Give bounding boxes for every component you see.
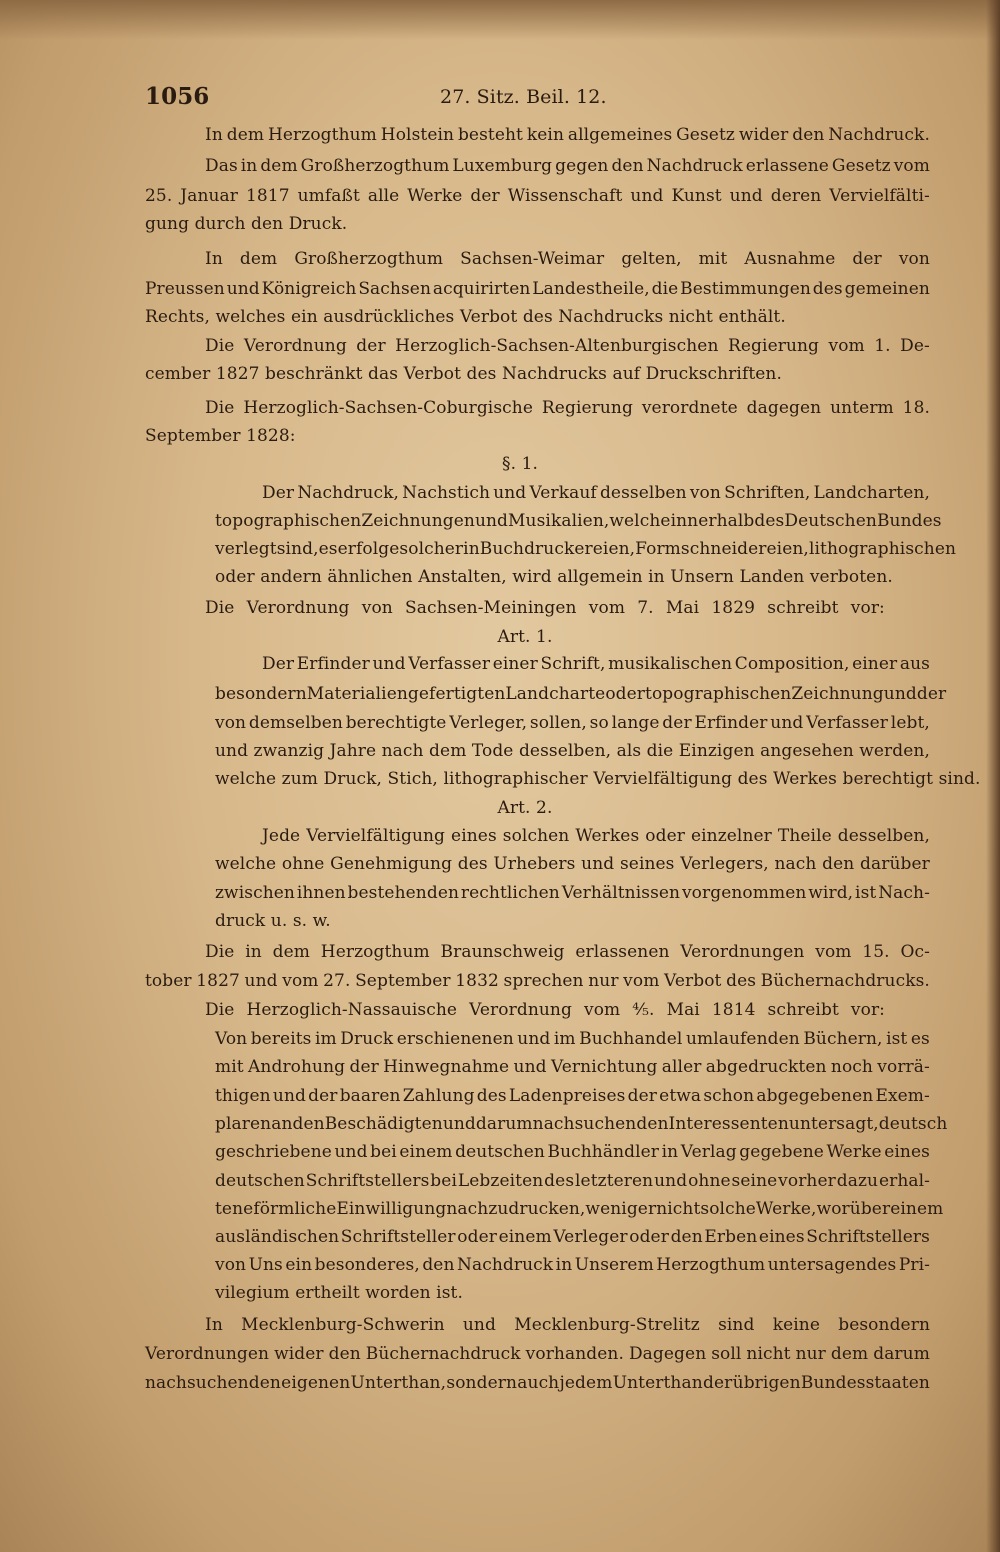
paragraph-line: oder andern ähnlichen Anstalten, wird allgemein in Unsern Landen verboten. (215, 567, 893, 587)
paragraph-line: druck u. s. w. (215, 911, 331, 931)
paragraph-line: von demselben berechtigte Verleger, sollen, so lange der Erfinder und Verfasser lebt, (215, 713, 930, 733)
paragraph-line: Rechts, welches ein ausdrückliches Verbot des Nachdrucks nicht enthält. (145, 307, 786, 327)
paragraph-line: Der Erfinder und Verfasser einer Schrift, musikalischen Composition, einer aus (262, 654, 930, 674)
paragraph-line: und zwanzig Jahre nach dem Tode desselben, als die Einzigen angesehen werden, (215, 741, 930, 761)
paragraph-line: topographischen Zeichnungen und Musikalien, welche innerhalb des Deutschen Bundes (215, 511, 942, 531)
paragraph-line: welche zum Druck, Stich, lithographischer Vervielfältigung des Werkes berechtigt sind. (215, 769, 981, 789)
paragraph-line: Die Verordnung von Sachsen-Meiningen vom 7. Mai 1829 schreibt vor: (205, 598, 885, 618)
paragraph-line: zwischen ihnen bestehenden rechtlichen Verhältnissen vorgenommen wird, ist Nach- (215, 883, 930, 903)
paragraph-line: 25. Januar 1817 umfaßt alle Werke der Wissenschaft und Kunst und deren Vervielfälti- (145, 186, 930, 206)
paragraph-line: vilegium ertheilt worden ist. (215, 1283, 463, 1303)
paragraph-line: thigen und der baaren Zahlung des Ladenpreises der etwa schon abgegebenen Exem- (215, 1086, 930, 1106)
paragraph-line: deutschen Schriftstellers bei Lebzeiten des letzteren und ohne seine vorher dazu erhal- (215, 1171, 930, 1191)
paragraph-line: In Mecklenburg-Schwerin und Mecklenburg-Strelitz sind keine besondern (205, 1315, 930, 1335)
paragraph-line: Von bereits im Druck erschienenen und im Buchhandel umlaufenden Büchern, ist es (215, 1029, 930, 1049)
paragraph-holstein: In dem Herzogthum Holstein besteht kein allgemeines Gesetz wider den Nachdruck. (205, 125, 930, 145)
article-label: Art. 2. (497, 798, 553, 818)
paragraph-line: Jede Vervielfältigung eines solchen Werkes oder einzelner Theile desselben, (262, 826, 930, 846)
paragraph-line: besondern Materialien gefertigten Landcharte oder topographischen Zeichnung und der (215, 684, 947, 704)
paragraph-line: ausländischen Schriftsteller oder einem Verleger oder den Erben eines Schriftstellers (215, 1227, 930, 1247)
article-label: Art. 1. (497, 627, 553, 647)
page-shadow-top (0, 0, 1000, 40)
page-number: 1056 (145, 83, 210, 110)
paragraph-line: geschriebene und bei einem deutschen Buchhändler in Verlag gegebene Werke eines (215, 1142, 930, 1162)
paragraph-line: verlegt sind, es erfolge solcher in Buchdruckereien, Formschneidereien, lithographischen (215, 539, 957, 559)
paragraph-line: mit Androhung der Hinwegnahme und Vernichtung aller abgedruckten noch vorrä- (215, 1057, 930, 1077)
paragraph-line: Preussen und Königreich Sachsen acquirirten Landestheile, die Bestimmungen des gemeinen (145, 279, 930, 299)
running-title: 27. Sitz. Beil. 12. (440, 86, 607, 108)
paragraph-line: tober 1827 und vom 27. September 1832 sprechen nur vom Verbot des Büchernachdrucks. (145, 971, 930, 991)
paragraph-line: Die Verordnung der Herzoglich-Sachsen-Altenburgischen Regierung vom 1. De- (205, 336, 930, 356)
paragraph-line: cember 1827 beschränkt das Verbot des Nachdrucks auf Druckschriften. (145, 364, 782, 384)
paragraph-line: Die Herzoglich-Nassauische Verordnung vom ⁴⁄₅. Mai 1814 schreibt vor: (205, 1000, 885, 1020)
paragraph-line: gung durch den Druck. (145, 214, 348, 234)
paragraph-line: Verordnungen wider den Büchernachdruck vorhanden. Dagegen soll nicht nur dem darum (145, 1344, 930, 1364)
paragraph-line: Die in dem Herzogthum Braunschweig erlassenen Verordnungen vom 15. Oc- (205, 942, 930, 962)
paragraph-line: Der Nachdruck, Nachstich und Verkauf desselben von Schriften, Landcharten, (262, 483, 930, 503)
paragraph-line: In dem Großherzogthum Sachsen-Weimar gelten, mit Ausnahme der von (205, 249, 930, 269)
page-shadow-right (986, 0, 1000, 1552)
paragraph-line: tene förmliche Einwilligung nachzudrucken, weniger nicht solche Werke, worüber einem (215, 1199, 944, 1219)
paragraph-line: plaren an den Beschädigten und darum nachsuchenden Interessenten untersagt, deutsch (215, 1114, 948, 1134)
section-label: §. 1. (501, 454, 539, 474)
paragraph-line: September 1828: (145, 426, 296, 446)
paragraph-line: Das in dem Großherzogthum Luxemburg gegen den Nachdruck erlassene Gesetz vom (205, 156, 930, 176)
paragraph-line: von Uns ein besonderes, den Nachdruck in Unserem Herzogthum untersagendes Pri- (215, 1255, 930, 1275)
paragraph-line: welche ohne Genehmigung des Urhebers und seines Verlegers, nach den darüber (215, 854, 930, 874)
paragraph-line: nachsuchenden eigenen Unterthan, sondern auch jedem Unterthan der übrigen Bundesstaaten (145, 1373, 930, 1393)
paragraph-line: Die Herzoglich-Sachsen-Coburgische Regierung verordnete dagegen unterm 18. (205, 398, 930, 418)
